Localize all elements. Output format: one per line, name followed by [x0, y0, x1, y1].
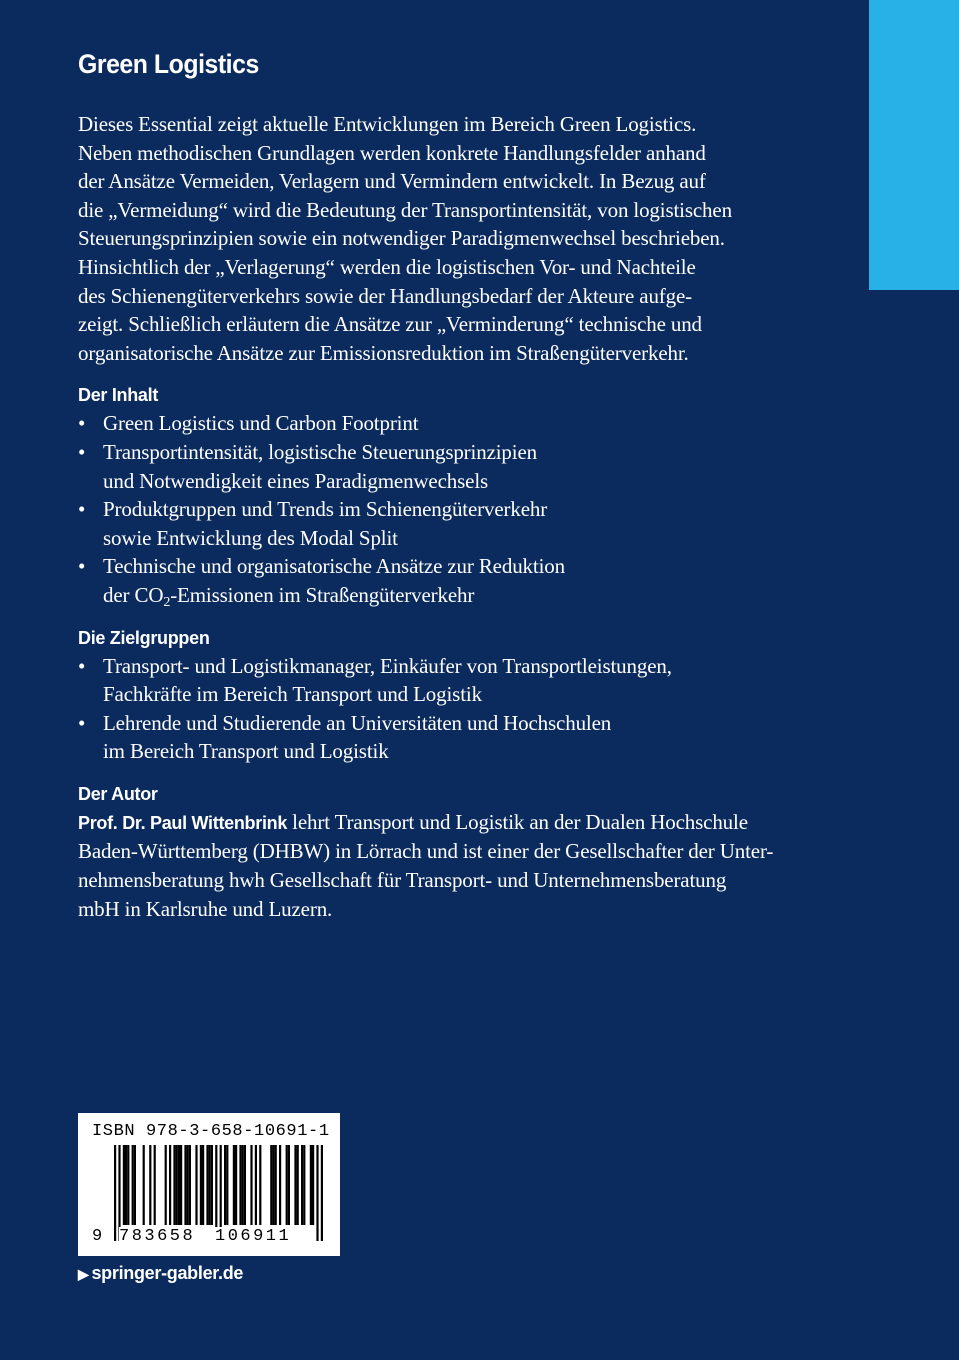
barcode-bar	[132, 1145, 134, 1225]
author-paragraph: Prof. Dr. Paul Wittenbrink lehrt Transport und Logistik an der Dualen Hochschule Baden-Württemberg (DHBW) in Lörrach und ist einer der Gesellschafter der Unter- nehmensberatung hwh Gesellschaft für Transport- und Unternehmensberatung mbH in Karlsruhe und Luzern.	[78, 808, 790, 923]
barcode-bar	[259, 1145, 261, 1225]
barcode-bar	[224, 1145, 226, 1225]
publisher-website[interactable]	[78, 1261, 243, 1286]
barcode-bar	[173, 1145, 175, 1225]
contents-list	[78, 409, 790, 609]
barcode-bar	[303, 1145, 305, 1225]
barcode-bar	[279, 1145, 281, 1225]
book-title: Green Logistics	[78, 49, 259, 79]
intro-line: des Schienengüterverkehrs sowie der Handlungsbedarf der Akteure aufge-	[78, 283, 693, 308]
barcode-bar	[275, 1145, 277, 1225]
author-name: Prof. Dr. Paul Wittenbrink	[78, 812, 288, 833]
barcode-bar	[312, 1145, 314, 1225]
barcode-bar	[149, 1145, 151, 1225]
barcode-bar	[189, 1145, 191, 1225]
barcode-bar	[154, 1145, 156, 1225]
barcode-bar	[211, 1145, 213, 1225]
isbn-label: ISBN 978-3-658-10691-1	[92, 1122, 330, 1141]
barcode-bar	[187, 1145, 189, 1225]
barcode-bar	[195, 1145, 197, 1225]
barcode-bar	[200, 1145, 202, 1225]
bullet-icon: •	[78, 497, 86, 522]
bullet-icon: •	[78, 411, 86, 436]
barcode-digit-first: 9	[92, 1227, 103, 1246]
intro-line: Neben methodischen Grundlagen werden konkrete Handlungsfelder anhand	[78, 140, 706, 165]
barcode-bar	[272, 1145, 274, 1225]
intro-line: Dieses Essential zeigt aktuelle Entwicklungen im Bereich Green Logistics.	[78, 112, 697, 136]
barcode-bar	[286, 1145, 288, 1225]
barcode-digits-left: 783658	[119, 1227, 196, 1246]
audience-heading: Die Zielgruppen	[78, 627, 210, 648]
barcode-bar	[321, 1145, 323, 1241]
list-item: • Green Logistics und Carbon Footprint	[78, 409, 790, 438]
barcode-bar	[294, 1145, 296, 1225]
barcode-bar	[180, 1145, 182, 1225]
barcode-bar	[244, 1145, 246, 1225]
intro-line: Hinsichtlich der „Verlagerung“ werden die logistischen Vor- und Nachteile	[78, 254, 696, 279]
barcode-bar	[178, 1145, 180, 1225]
isbn-barcode	[78, 1113, 340, 1256]
bullet-icon: •	[78, 554, 86, 579]
intro-line: die „Vermeidung“ wird die Bedeutung der Transportintensität, von logistischen	[78, 197, 732, 222]
website-url: springer-gabler.de	[91, 1263, 244, 1283]
contents-heading: Der Inhalt	[78, 385, 159, 406]
barcode-bar	[239, 1145, 241, 1225]
list-item: • Technische und organisatorische Ansätze zur Reduktion der $CO_2$-Emissionen im Straßengüterverkehr	[78, 554, 565, 610]
barcode-bar	[127, 1145, 129, 1225]
barcode-bar	[250, 1145, 252, 1225]
blurb-content	[78, 110, 790, 923]
barcode-bar	[301, 1145, 303, 1225]
barcode-bar	[206, 1145, 208, 1225]
barcode-bar	[169, 1145, 171, 1225]
barcode-bar	[235, 1145, 237, 1225]
barcode-bar	[176, 1145, 178, 1225]
author-line: Baden-Württemberg (DHBW) in Lörrach und ist einer der Gesellschafter der Unter-	[78, 839, 774, 864]
barcode-bar	[270, 1145, 272, 1225]
list-item: • Transport- und Logistikmanager, Einkäufer von Transportleistungen, Fachkräfte im Bereich Transport und Logistik	[78, 653, 672, 707]
barcode-bar	[125, 1145, 127, 1225]
barcode-bar	[165, 1145, 167, 1225]
barcode-bar	[316, 1145, 318, 1241]
bullet-icon: •	[78, 653, 86, 678]
barcode-bar	[310, 1145, 312, 1225]
author-line: mbH in Karlsruhe und Luzern.	[78, 896, 333, 921]
accent-bar	[869, 0, 959, 290]
list-item: • Produktgruppen und Trends im Schienengüterverkehr sowie Entwicklung des Modal Split	[78, 497, 548, 550]
intro-line: der Ansätze Vermeiden, Verlagern und Vermindern entwickelt. In Bezug auf	[78, 169, 706, 194]
barcode-bar	[255, 1145, 257, 1225]
author-line: nehmensberatung hwh Gesellschaft für Transport- und Unternehmensberatung	[78, 868, 727, 893]
barcode-bars	[78, 1113, 340, 1256]
barcode-bar	[242, 1145, 244, 1225]
barcode-bar	[288, 1145, 290, 1225]
intro-paragraph	[78, 110, 790, 367]
barcode-bar	[184, 1145, 186, 1225]
barcode-bar	[123, 1145, 125, 1225]
barcode-bar	[226, 1145, 228, 1225]
list-item: • Lehrende und Studierende an Universitäten und Hochschulen im Bereich Transport und Logistik	[78, 710, 612, 764]
bullet-icon: •	[78, 439, 86, 464]
intro-line: Steuerungsprinzipien sowie ein notwendiger Paradigmenwechsel beschrieben.	[78, 226, 725, 251]
barcode-bar	[202, 1145, 204, 1225]
barcode-bar	[114, 1145, 116, 1241]
barcode-bar	[143, 1145, 145, 1225]
intro-line: zeigt. Schließlich erläutern die Ansätze zur „Verminderung“ technische und	[78, 312, 702, 337]
list-item: • Transportintensität, logistische Steuerungsprinzipien und Notwendigkeit eines Paradigmenwechsels	[78, 439, 537, 493]
barcode-bar	[233, 1145, 235, 1225]
audience-list	[78, 652, 790, 766]
barcode-bar	[297, 1145, 299, 1225]
barcode-bar	[134, 1145, 136, 1225]
bullet-icon: •	[78, 710, 86, 735]
author-heading: Der Autor	[78, 783, 158, 804]
barcode-digits-right: 106911	[215, 1227, 292, 1246]
barcode-bar	[209, 1145, 211, 1225]
intro-line: organisatorische Ansätze zur Emissionsreduktion im Straßengüterverkehr.	[78, 340, 689, 365]
play-arrow-icon: ▶	[78, 1266, 89, 1282]
